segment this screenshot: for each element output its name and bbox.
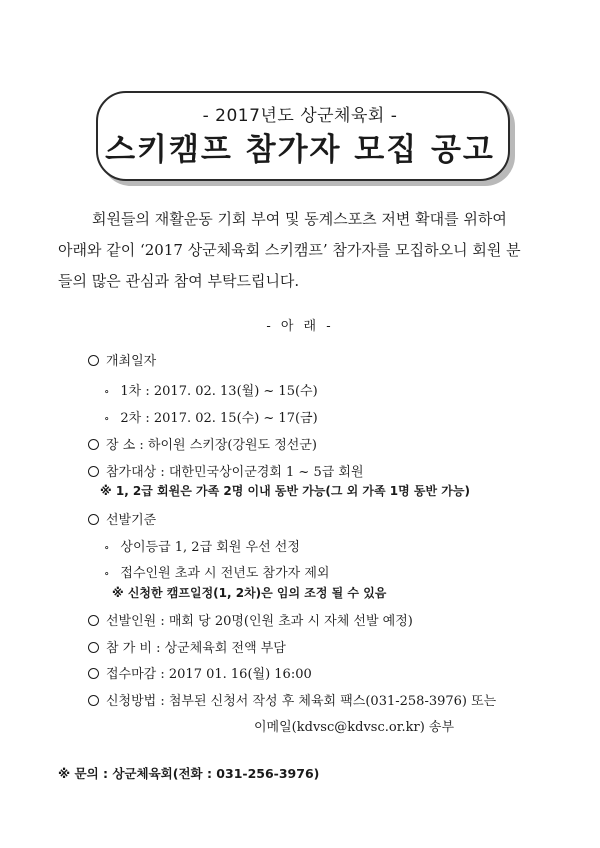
dates-item (88, 350, 156, 369)
circle-bullet-icon (88, 615, 99, 626)
dot-bullet-icon: ∘ (104, 385, 110, 398)
method-line-2: 이메일(kdvsc@kdvsc.or.kr) 송부 (254, 720, 455, 735)
deadline-text: 접수마감 : 2017 01. 16(월) 16:00 (106, 667, 312, 682)
circle-bullet-icon (88, 466, 99, 477)
intro-line-2: 아래와 같이 ‘2017 상군체육회 스키캠프’ 참가자를 모집하오니 회원 분 (58, 241, 521, 259)
dot-bullet-icon: ∘ (104, 541, 110, 554)
criteria-label: 선발기준 (106, 513, 157, 528)
place-item (88, 434, 317, 453)
criteria-1-text: 상이등급 1, 2급 회원 우선 선정 (120, 540, 300, 555)
quota-item (88, 610, 413, 629)
deadline-item (88, 663, 312, 682)
header-subtitle: - 2017년도 상군체육회 - (202, 106, 398, 126)
place-text: 장 소 : 하이원 스키장(강원도 정선군) (106, 438, 317, 453)
fee-text: 참 가 비 : 상군체육회 전액 부담 (106, 641, 286, 656)
method-line-1: 신청방법 : 첨부된 신청서 작성 후 체육회 팩스(031-258-3976) 또는 (106, 694, 497, 709)
intro-paragraph (58, 204, 558, 297)
date-1 (104, 380, 318, 399)
target-item (88, 461, 364, 480)
method-item (88, 690, 496, 709)
criteria-2-text: 접수인원 초과 시 전년도 참가자 제외 (120, 566, 330, 581)
fee-item (88, 637, 286, 656)
contact-info: ※ 문의 : 상군체육회(전화 : 031-256-3976) (58, 766, 320, 781)
criteria-item (88, 509, 156, 528)
dot-bullet-icon: ∘ (104, 412, 110, 425)
intro-line-1: 회원들의 재활운동 기회 부여 및 동계스포츠 저변 확대를 위하여 (92, 210, 507, 228)
circle-bullet-icon (88, 668, 99, 679)
criteria-note: ※ 신청한 캠프일정(1, 2차)은 임의 조정 될 수 있음 (112, 586, 387, 600)
dot-bullet-icon: ∘ (104, 567, 110, 580)
dates-label: 개최일자 (106, 354, 157, 369)
quota-text: 선발인원 : 매회 당 20명(인원 초과 시 자체 선발 예정) (106, 614, 413, 629)
date-2 (104, 407, 318, 426)
section-divider: - 아 래 - (266, 319, 334, 334)
criteria-1 (104, 536, 300, 555)
date-1-text: 1차 : 2017. 02. 13(월) ~ 15(수) (120, 384, 318, 399)
intro-line-3: 들의 많은 관심과 참여 부탁드립니다. (58, 272, 300, 290)
page-title: 스키캠프 참가자 모집 공고 (105, 132, 495, 168)
target-note: ※ 1, 2급 회원은 가족 2명 이내 동반 가능(그 외 가족 1명 동반 가능) (100, 484, 470, 498)
target-text: 참가대상 : 대한민국상이군경회 1 ~ 5급 회원 (106, 465, 364, 480)
circle-bullet-icon (88, 355, 99, 366)
circle-bullet-icon (88, 642, 99, 653)
circle-bullet-icon (88, 439, 99, 450)
circle-bullet-icon (88, 695, 99, 706)
criteria-2 (104, 562, 329, 581)
circle-bullet-icon (88, 514, 99, 525)
date-2-text: 2차 : 2017. 02. 15(수) ~ 17(금) (120, 411, 318, 426)
